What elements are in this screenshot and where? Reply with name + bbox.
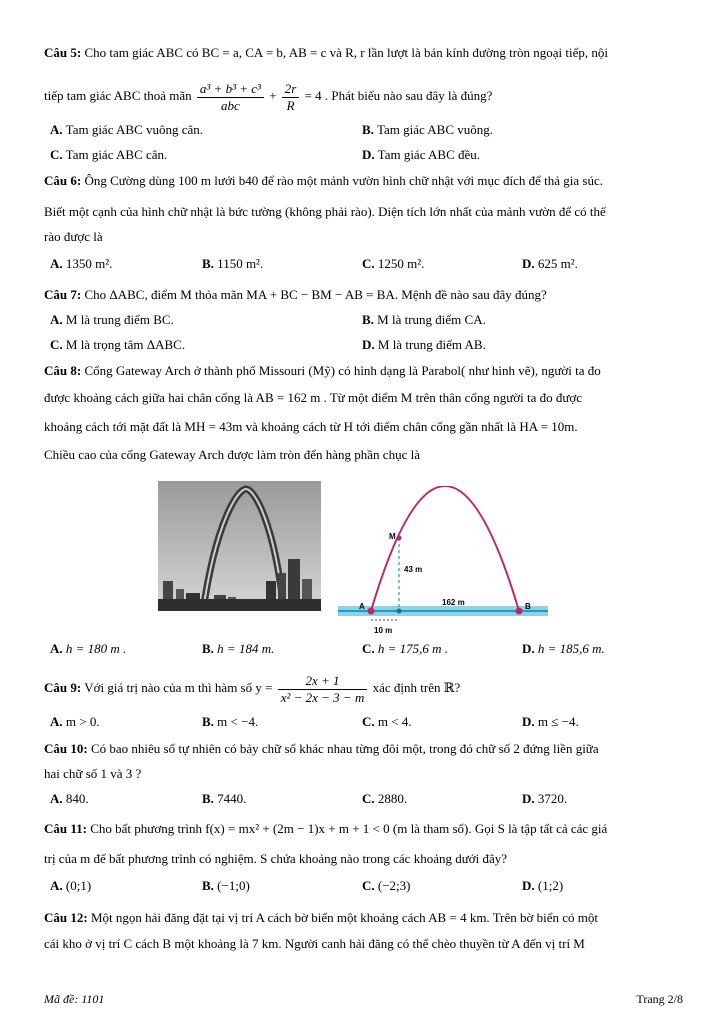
q8-option-d-letter: D. bbox=[522, 641, 535, 656]
q11-option-d-letter: D. bbox=[522, 878, 535, 893]
q7-option-d-text: M là trung điểm AB. bbox=[377, 337, 486, 352]
q9-label: Câu 9: bbox=[44, 680, 82, 695]
q7-line1 bbox=[44, 286, 685, 304]
label-a: A bbox=[359, 602, 365, 611]
label-162m: 162 m bbox=[442, 598, 465, 607]
q9-option-d-letter: D. bbox=[522, 714, 535, 729]
q5-fraction-2 bbox=[282, 81, 300, 114]
q9-option-b[interactable] bbox=[202, 713, 258, 731]
q8-option-b[interactable] bbox=[202, 640, 274, 658]
q9-option-d[interactable] bbox=[522, 713, 579, 731]
q11-option-a-letter: A. bbox=[50, 878, 63, 893]
q6-option-c-letter: C. bbox=[362, 256, 375, 271]
q5-line1 bbox=[44, 44, 685, 62]
q11-label: Câu 11: bbox=[44, 821, 87, 836]
q8-option-d[interactable] bbox=[522, 640, 605, 658]
q10-option-a[interactable] bbox=[50, 790, 89, 808]
q10-option-b[interactable] bbox=[202, 790, 246, 808]
q9-fraction bbox=[278, 673, 368, 706]
q5-frac1-den: abc bbox=[221, 97, 240, 113]
q9-option-a-letter: A. bbox=[50, 714, 63, 729]
q8-option-c-text: h = 175,6 m . bbox=[377, 641, 449, 656]
q11-option-c-letter: C. bbox=[362, 878, 375, 893]
q6-option-b-letter: B. bbox=[202, 256, 214, 271]
q5-option-b-text: Tam giác ABC vuông. bbox=[376, 122, 494, 137]
q10-option-c-letter: C. bbox=[362, 791, 375, 806]
q11-option-c[interactable] bbox=[362, 877, 411, 895]
q6-option-d-letter: D. bbox=[522, 256, 535, 271]
q10-option-a-letter: A. bbox=[50, 791, 63, 806]
q8-option-d-text: h = 185,6 m. bbox=[537, 641, 605, 656]
q6-option-b-text: 1150 m². bbox=[217, 256, 264, 271]
q7-option-a-letter: A. bbox=[50, 312, 63, 327]
q5-frac2-num: 2r bbox=[282, 81, 300, 98]
q10-option-d-text: 3720. bbox=[537, 791, 568, 806]
q5-line2 bbox=[44, 76, 685, 116]
q7-text1: Cho ΔABC, điểm M thỏa mãn MA + BC − BM − AB = BA. Mệnh đề nào sau đây đúng? bbox=[84, 287, 547, 302]
gateway-arch-photo bbox=[158, 481, 321, 611]
label-10m: 10 m bbox=[374, 626, 393, 635]
q10-label: Câu 10: bbox=[44, 741, 88, 756]
q9-frac-num: 2x + 1 bbox=[278, 673, 368, 690]
q5-label: Câu 5: bbox=[44, 45, 82, 60]
q6-label: Câu 6: bbox=[44, 173, 82, 188]
q6-line3: rào được là bbox=[44, 229, 103, 244]
q5-plus: + bbox=[269, 88, 277, 103]
q6-option-d[interactable] bbox=[522, 255, 578, 273]
q12-text1: Một ngọn hải đăng đặt tại vị trí A cách bờ biển một khoảng cách AB = 4 km. Trên bờ biển có một bbox=[90, 910, 599, 925]
q10-option-d[interactable] bbox=[522, 790, 567, 808]
q6-option-c-text: 1250 m². bbox=[377, 256, 425, 271]
q6-line2: Biết một cạnh của hình chữ nhật là bức tường (không phải rào). Diện tích lớn nhất của mảnh vườn để có thể bbox=[44, 204, 606, 219]
q8-label: Câu 8: bbox=[44, 363, 82, 378]
label-43m: 43 m bbox=[404, 565, 423, 574]
q8-option-c-letter: C. bbox=[362, 641, 375, 656]
q8-option-b-letter: B. bbox=[202, 641, 214, 656]
q8-line4: Chiều cao của cổng Gateway Arch được làm tròn đến hàng phần chục là bbox=[44, 447, 420, 462]
q9-line1 bbox=[44, 668, 685, 708]
q8-line2: được khoảng cách giữa hai chân cổng là AB = 162 m . Từ một điểm M trên thân cổng người ta đo được bbox=[44, 390, 583, 405]
point-a bbox=[368, 608, 375, 615]
q5-option-b-letter: B. bbox=[362, 122, 374, 137]
q5-option-a-text: Tam giác ABC vuông cân. bbox=[65, 122, 204, 137]
q7-option-a[interactable] bbox=[50, 311, 174, 329]
q11-option-d[interactable] bbox=[522, 877, 563, 895]
q7-label: Câu 7: bbox=[44, 287, 82, 302]
q9-option-b-text: m < −4. bbox=[217, 714, 259, 729]
q11-option-b[interactable] bbox=[202, 877, 250, 895]
q10-option-a-text: 840. bbox=[65, 791, 89, 806]
q11-option-b-letter: B. bbox=[202, 878, 214, 893]
q10-option-c[interactable] bbox=[362, 790, 407, 808]
q7-option-b-letter: B. bbox=[362, 312, 374, 327]
q5-frac2-den: R bbox=[286, 97, 295, 113]
q5-fraction-1 bbox=[197, 81, 264, 114]
q11-option-a-text: (0;1) bbox=[65, 878, 92, 893]
q11-option-d-text: (1;2) bbox=[537, 878, 564, 893]
point-m bbox=[397, 536, 402, 541]
page-number: Trang 2/8 bbox=[636, 992, 683, 1006]
q7-option-c-text: M là trọng tâm ΔABC. bbox=[65, 337, 186, 352]
q8-option-a-text: h = 180 m . bbox=[65, 641, 127, 656]
q5-option-d[interactable] bbox=[362, 146, 480, 164]
q9-option-c-text: m < 4. bbox=[377, 714, 412, 729]
label-b: B bbox=[525, 602, 531, 611]
q6-text1: Ông Cường dùng 100 m lưới b40 để rào một mảnh vườn hình chữ nhật với mục đích để thả gia súc. bbox=[84, 173, 604, 188]
point-h bbox=[397, 609, 402, 614]
q7-option-c[interactable] bbox=[50, 336, 185, 354]
q5-option-a-letter: A. bbox=[50, 122, 63, 137]
q10-option-b-letter: B. bbox=[202, 791, 214, 806]
q5-option-b[interactable] bbox=[362, 121, 493, 139]
q7-option-a-text: M là trung điểm BC. bbox=[65, 312, 174, 327]
q12-line2: cái kho ở vị trí C cách B một khoảng là 7 km. Người canh hải đăng có thể chèo thuyền từ A đến vị trí M bbox=[44, 936, 585, 951]
q12-label: Câu 12: bbox=[44, 910, 88, 925]
q5-option-c-text: Tam giác ABC cân. bbox=[65, 147, 168, 162]
parabola-curve bbox=[371, 486, 519, 611]
q11-option-b-text: (−1;0) bbox=[217, 878, 250, 893]
q5-option-d-text: Tam giác ABC đều. bbox=[377, 147, 481, 162]
q11-option-c-text: (−2;3) bbox=[377, 878, 411, 893]
q7-option-c-letter: C. bbox=[50, 337, 63, 352]
q9-text-post: xác định trên ℝ? bbox=[372, 680, 461, 695]
q6-option-a-text: 1350 m². bbox=[65, 256, 113, 271]
exam-code: Mã đề: 1101 bbox=[44, 992, 105, 1006]
q8-line1 bbox=[44, 362, 685, 380]
q9-frac-den: x² − 2x − 3 − m bbox=[280, 689, 365, 705]
q5-text2-pre: tiếp tam giác ABC thoả mãn bbox=[44, 88, 192, 103]
q11-line1 bbox=[44, 820, 685, 838]
q8-text1: Cổng Gateway Arch ở thành phố Missouri (Mỹ) có hình dạng là Parabol( như hình vẽ), người ta đo bbox=[84, 363, 601, 378]
q5-frac1-num: a³ + b³ + c³ bbox=[197, 81, 264, 98]
q7-option-b-text: M là trung điểm CA. bbox=[377, 312, 486, 327]
q8-line3: khoảng cách tới mặt đất là MH = 43m và khoảng cách từ H tới điểm chân cổng gần nhất là HA = 10m. bbox=[44, 419, 578, 434]
q10-option-b-text: 7440. bbox=[217, 791, 247, 806]
q5-option-c[interactable] bbox=[50, 146, 167, 164]
q11-option-a[interactable] bbox=[50, 877, 91, 895]
point-b bbox=[516, 608, 523, 615]
q10-line2: hai chữ số 1 và 3 ? bbox=[44, 766, 142, 781]
q8-option-a[interactable] bbox=[50, 640, 126, 658]
label-m: M bbox=[389, 532, 396, 541]
q9-text-pre: Với giá trị nào của m thì hàm số y = bbox=[84, 680, 273, 695]
q7-option-b[interactable] bbox=[362, 311, 486, 329]
q10-text1: Có bao nhiêu số tự nhiên có bảy chữ số khác nhau từng đôi một, trong đó chữ số 2 đứng liền giữa bbox=[90, 741, 599, 756]
parabola-diagram bbox=[338, 486, 548, 638]
q8-option-a-letter: A. bbox=[50, 641, 63, 656]
q9-option-a-text: m > 0. bbox=[65, 714, 100, 729]
q5-option-d-letter: D. bbox=[362, 147, 375, 162]
q6-option-a-letter: A. bbox=[50, 256, 63, 271]
q9-option-c-letter: C. bbox=[362, 714, 375, 729]
q10-option-d-letter: D. bbox=[522, 791, 535, 806]
q12-line1 bbox=[44, 909, 685, 927]
q11-line2: trị của m để bất phương trình có nghiệm. S chứa khoảng nào trong các khoảng dưới đây? bbox=[44, 851, 508, 866]
q11-text1: Cho bất phương trình f(x) = mx² + (2m − 1)x + m + 1 < 0 (m là tham số). Gọi S là tập tất cả các giá bbox=[90, 821, 608, 836]
q5-text1: Cho tam giác ABC có BC = a, CA = b, AB = c và R, r lần lượt là bán kính đường tròn ngoại tiếp, nội bbox=[84, 45, 609, 60]
q7-option-d[interactable] bbox=[362, 336, 486, 354]
q6-option-a[interactable] bbox=[50, 255, 112, 273]
q9-option-c[interactable] bbox=[362, 713, 412, 731]
q5-text2-post: = 4 . Phát biểu nào sau đây là đúng? bbox=[304, 88, 493, 103]
q5-option-a[interactable] bbox=[50, 121, 203, 139]
q8-option-c[interactable] bbox=[362, 640, 448, 658]
q9-option-d-text: m ≤ −4. bbox=[537, 714, 579, 729]
q6-option-b[interactable] bbox=[202, 255, 263, 273]
q6-line1 bbox=[44, 172, 685, 190]
q10-option-c-text: 2880. bbox=[377, 791, 408, 806]
q9-option-a[interactable] bbox=[50, 713, 100, 731]
q6-option-c[interactable] bbox=[362, 255, 424, 273]
q8-option-b-text: h = 184 m. bbox=[217, 641, 275, 656]
q6-option-d-text: 625 m². bbox=[537, 256, 578, 271]
q5-option-c-letter: C. bbox=[50, 147, 63, 162]
q9-option-b-letter: B. bbox=[202, 714, 214, 729]
q10-line1 bbox=[44, 740, 685, 758]
q7-option-d-letter: D. bbox=[362, 337, 375, 352]
